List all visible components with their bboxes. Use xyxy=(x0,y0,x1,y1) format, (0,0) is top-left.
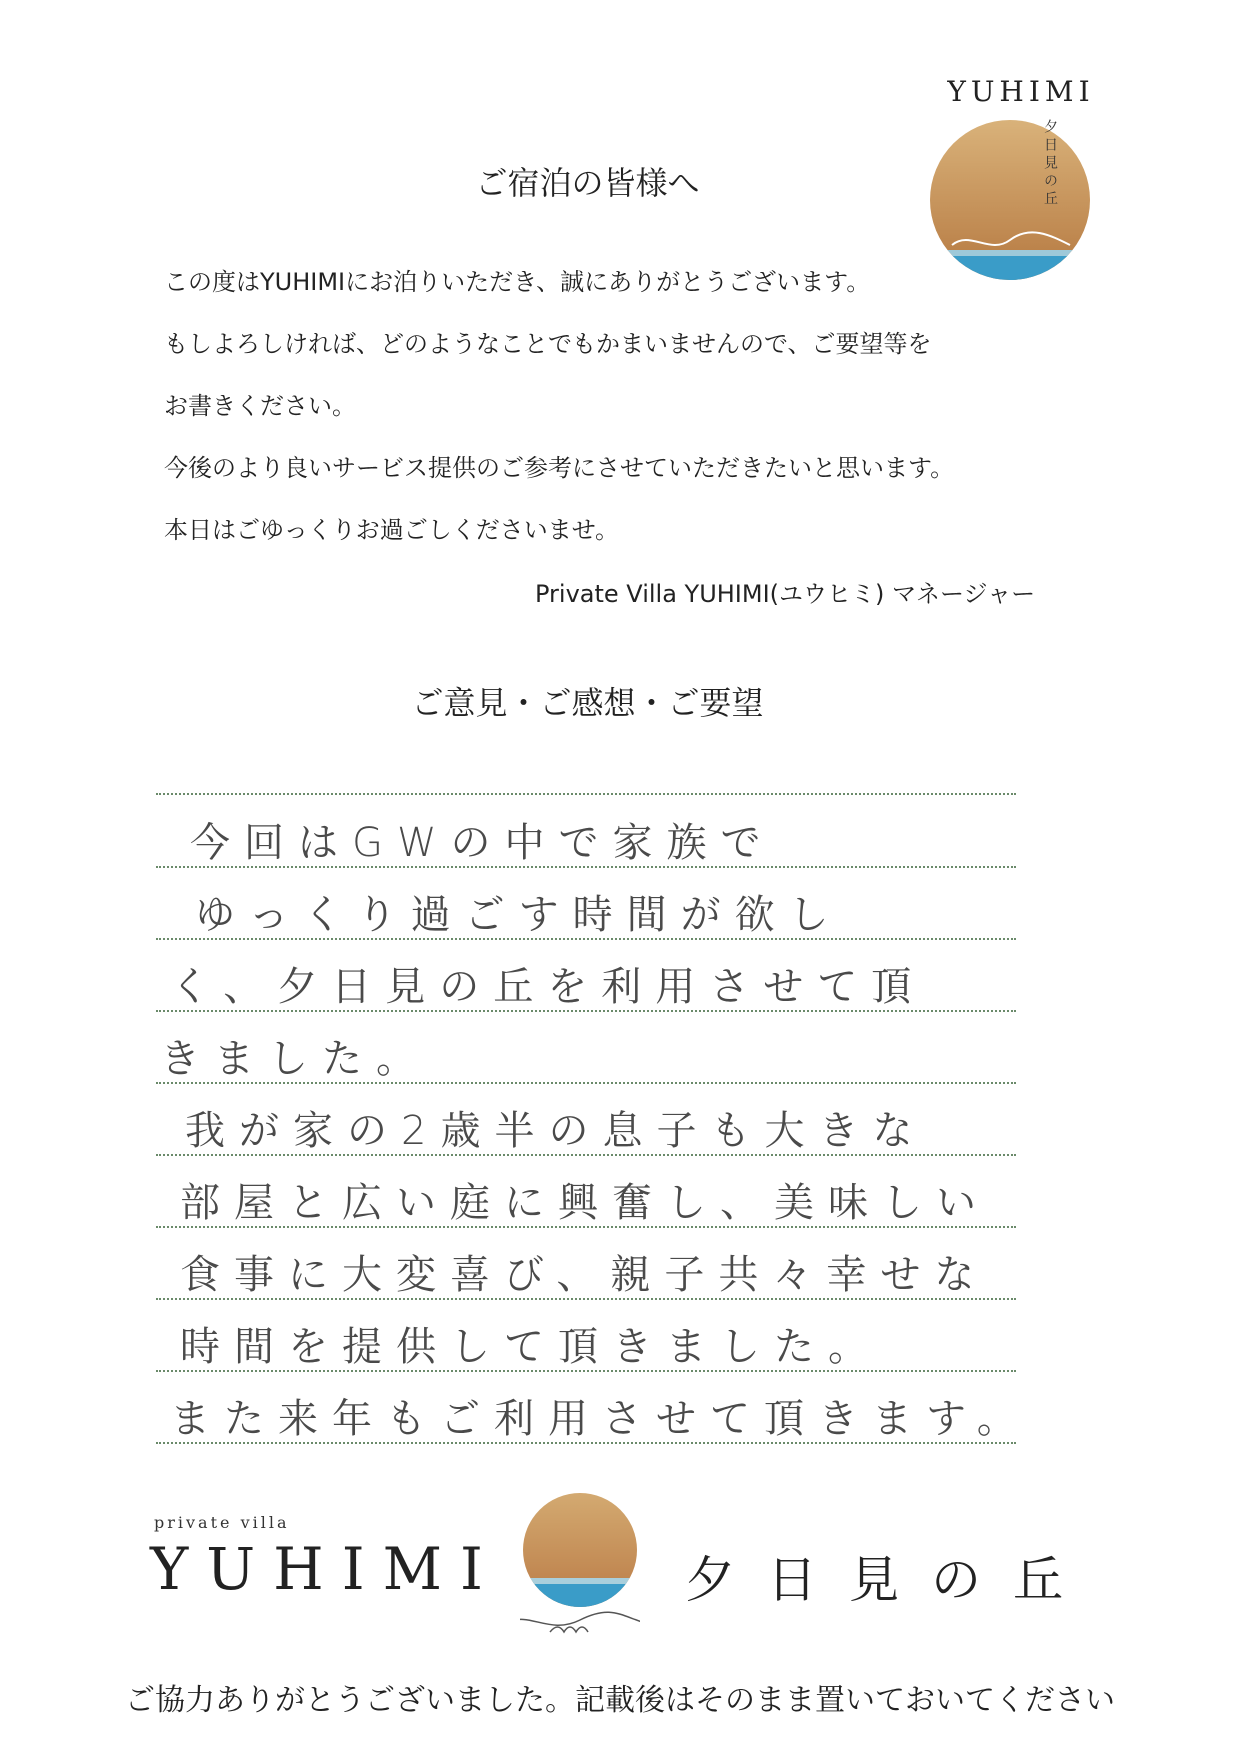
greeting-line: 本日はごゆっくりお過ごしくださいませ。 xyxy=(164,516,620,544)
greeting-line: もしよろしければ、どのようなことでもかまいませんので、ご要望等を xyxy=(164,330,932,358)
feedback-title: ご意見・ご感想・ご要望 xyxy=(411,684,764,722)
footer-sun-icon xyxy=(520,1490,640,1640)
greeting-line: 今後のより良いサービス提供のご参考にさせていただきたいと思います。 xyxy=(164,454,955,482)
handwritten-line: く、夕日見の丘を利用させて頂 xyxy=(170,964,926,1010)
handwritten-line: きました。 xyxy=(160,1036,430,1082)
footer-thanks: ご協力ありがとうございました。記載後はそのまま置いておいてください xyxy=(125,1683,1115,1718)
footer-logo-jp-name: 夕日見の丘 xyxy=(685,1551,1095,1609)
greeting-line: この度はYUHIMIにお泊りいただき、誠にありがとうございます。 xyxy=(164,268,871,296)
sunset-logo-icon xyxy=(930,105,1090,320)
greeting-title: ご宿泊の皆様へ xyxy=(475,164,700,202)
logo-brand: YUHIMI xyxy=(947,75,1095,108)
handwritten-line: 時間を提供して頂きました。 xyxy=(180,1324,882,1370)
footer-logo-small: private villa xyxy=(154,1513,290,1532)
writing-line xyxy=(156,793,1016,795)
handwritten-line: ゆっくり過ごす時間が欲し xyxy=(195,892,843,938)
manager-signature: Private Villa YUHIMI(ユウヒミ) マネージャー xyxy=(535,580,1036,608)
handwritten-line: 我が家の2歳半の息子も大きな xyxy=(185,1108,927,1154)
handwritten-line: 今回はGWの中で家族で xyxy=(190,820,775,866)
handwritten-line: また来年もご利用させて頂きます。 xyxy=(170,1396,1031,1442)
greeting-line: お書きください。 xyxy=(164,392,356,420)
footer-logo-brand: YUHIMI xyxy=(150,1535,501,1603)
handwritten-line: 部屋と広い庭に興奮し、美味しい xyxy=(180,1180,990,1226)
logo-vertical-name: 夕日見の丘 xyxy=(1042,119,1058,209)
handwritten-line: 食事に大変喜び、親子共々幸せな xyxy=(180,1252,989,1298)
